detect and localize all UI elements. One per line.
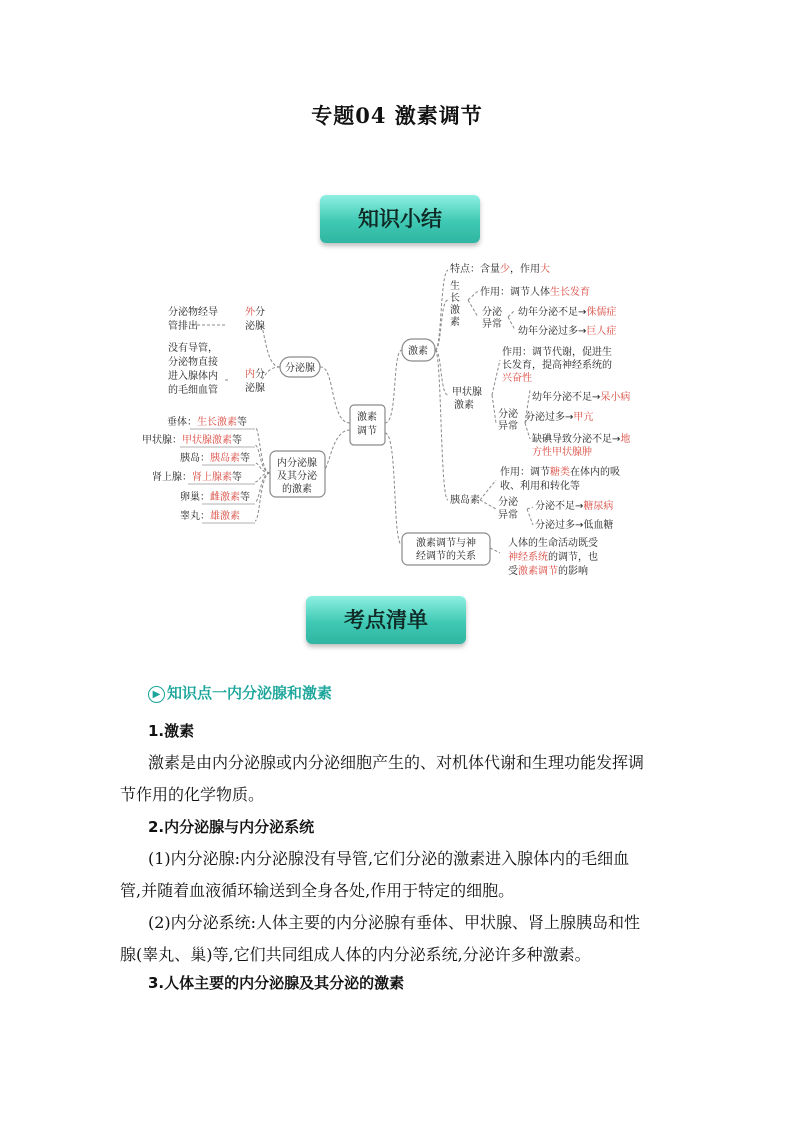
checklist-banner: 考点清单 [306,596,466,644]
relation-line-1: 人体的生命活动既受 [508,538,598,549]
insulin-effect-1: 作用：调节糖类在体内的吸 [500,467,620,478]
exo-label-1: 分 [255,307,265,318]
growth-abnormal-2: 异常 [482,319,502,330]
growth-young-low: 幼年分泌不足→侏儒症 [518,307,617,318]
growth-label-3: 激 [450,305,460,316]
mind-map [130,255,660,590]
gland-row-3 [180,451,255,465]
insulin-label: 胰岛素 [450,495,480,506]
endo-desc-1: 没有导管， [168,343,218,354]
play-circle-icon: ▶ [148,686,165,703]
section-3 [120,967,680,999]
insulin-low: 分泌不足→糖尿病 [535,501,614,512]
exo-desc-1: 分泌物经导 [168,307,218,318]
exo-label-red: 外 [245,307,255,318]
center-label-1: 激素 [357,412,377,423]
thyroid-effect-1: 作用：调节代谢，促进生 [502,347,612,358]
insulin-high: 分泌过多→低血糖 [535,520,614,531]
thyroid-high: 分泌过多→甲亢 [525,412,594,423]
section-2-p2-line-1: (2)内分泌系统:人体主要的内分泌腺有垂体、甲状腺、肾上腺胰岛和性 [148,913,641,932]
growth-label-4: 素 [450,317,460,328]
glands-box-3: 的激素 [282,484,312,495]
section-3-heading: 3.人体主要的内分泌腺及其分泌的激素 [148,974,405,992]
thyroid-label-1: 甲状腺 [452,387,482,398]
center-node [350,405,385,445]
thyroid-abnormal-2: 异常 [498,421,518,432]
growth-label-2: 长 [450,293,460,304]
thyroid-iodine-2: 方性甲状腺肿 [532,447,592,458]
endo-desc-2: 分泌物直接 [168,357,218,368]
exo-desc-2: 管排出 [168,321,198,332]
summary-banner: 知识小结 [320,195,480,243]
gland-row-1 [167,415,255,429]
svg-text:胰岛：胰岛素等: 胰岛：胰岛素等 [180,453,250,464]
thyroid-abnormal-1: 分泌 [498,409,518,420]
svg-text:肾上腺：肾上腺素等: 肾上腺：肾上腺素等 [152,472,242,483]
glands-box-1: 内分泌腺 [277,458,317,469]
relation-label-2: 经调节的关系 [416,551,476,562]
relation-label-1: 激素调节与神 [416,538,476,549]
knowledge-point-heading [148,682,332,703]
thyroid-effect-2: 长发育，提高神经系统的 [502,360,612,371]
thyroid-young-low: 幼年分泌不足→呆小病 [532,392,631,403]
insulin-abnormal-2: 异常 [498,510,518,521]
svg-text:睾丸：雄激素: 睾丸：雄激素 [180,511,240,522]
section-2-p2-line-2: 腺(睾丸、巢)等,它们共同组成人体的内分泌系统,分泌许多种激素。 [120,945,591,964]
growth-effect: 作用：调节人体生长发育 [480,287,590,298]
endo-label-1: 分 [255,369,265,380]
page-title: 专题04 激素调节 [311,103,483,128]
insulin-effect-2: 收、利用和转化等 [500,481,580,492]
growth-young-high: 幼年分泌过多→巨人症 [518,326,617,337]
knowledge-point-label: 知识点一内分泌腺和激素 [167,684,333,702]
thyroid-iodine-1: 缺碘导致分泌不足→地 [532,434,631,445]
gland-row-6 [180,509,255,523]
gland-row-4 [152,470,255,484]
thyroid-effect-red: 兴奋性 [502,373,532,384]
endo-desc-4: 的毛细血管 [168,385,218,396]
glands-box-2: 及其分泌 [277,471,317,482]
thyroid-label-2: 激素 [454,400,474,411]
relation-line-3: 受激素调节的影响 [508,566,588,577]
features: 特点：含量少，作用大 [450,264,550,275]
growth-abnormal-1: 分泌 [482,307,502,318]
hormone-label: 激素 [408,346,428,357]
exo-label-2: 泌腺 [245,321,265,332]
section-2-p1-line-1: (1)内分泌腺:内分泌腺没有导管,它们分泌的激素进入腺体内的毛细血 [148,849,630,868]
endo-label-red: 内 [245,369,255,380]
section-2-p1-line-2: 管,并随着血液循环输送到全身各处,作用于特定的细胞。 [120,881,515,900]
section-1-line-2: 节作用的化学物质。 [120,785,265,804]
svg-text:甲状腺：甲状腺激素等: 甲状腺：甲状腺激素等 [142,435,242,446]
section-2-heading: 2.内分泌腺与内分泌系统 [148,818,315,836]
insulin-abnormal-1: 分泌 [498,497,518,508]
svg-text:垂体：生长激素等: 垂体：生长激素等 [167,417,247,428]
endo-label-2: 泌腺 [245,383,265,394]
growth-label-1: 生 [450,281,460,292]
relation-line-2: 神经系统的调节，也 [508,552,598,563]
section-1-line-1: 激素是由内分泌腺或内分泌细胞产生的、对机体代谢和生理功能发挥调 [148,753,645,772]
gland-row-2 [142,433,255,447]
section-2 [120,811,680,971]
endo-desc-3: 进入腺体内 [168,371,218,382]
section-1 [120,715,680,811]
gland-kind-label: 分泌腺 [285,363,315,374]
gland-row-5 [180,490,255,504]
center-label-2: 调节 [357,426,377,437]
section-1-heading: 1.激素 [148,722,195,740]
svg-text:卵巢：雌激素等: 卵巢：雌激素等 [180,492,250,503]
